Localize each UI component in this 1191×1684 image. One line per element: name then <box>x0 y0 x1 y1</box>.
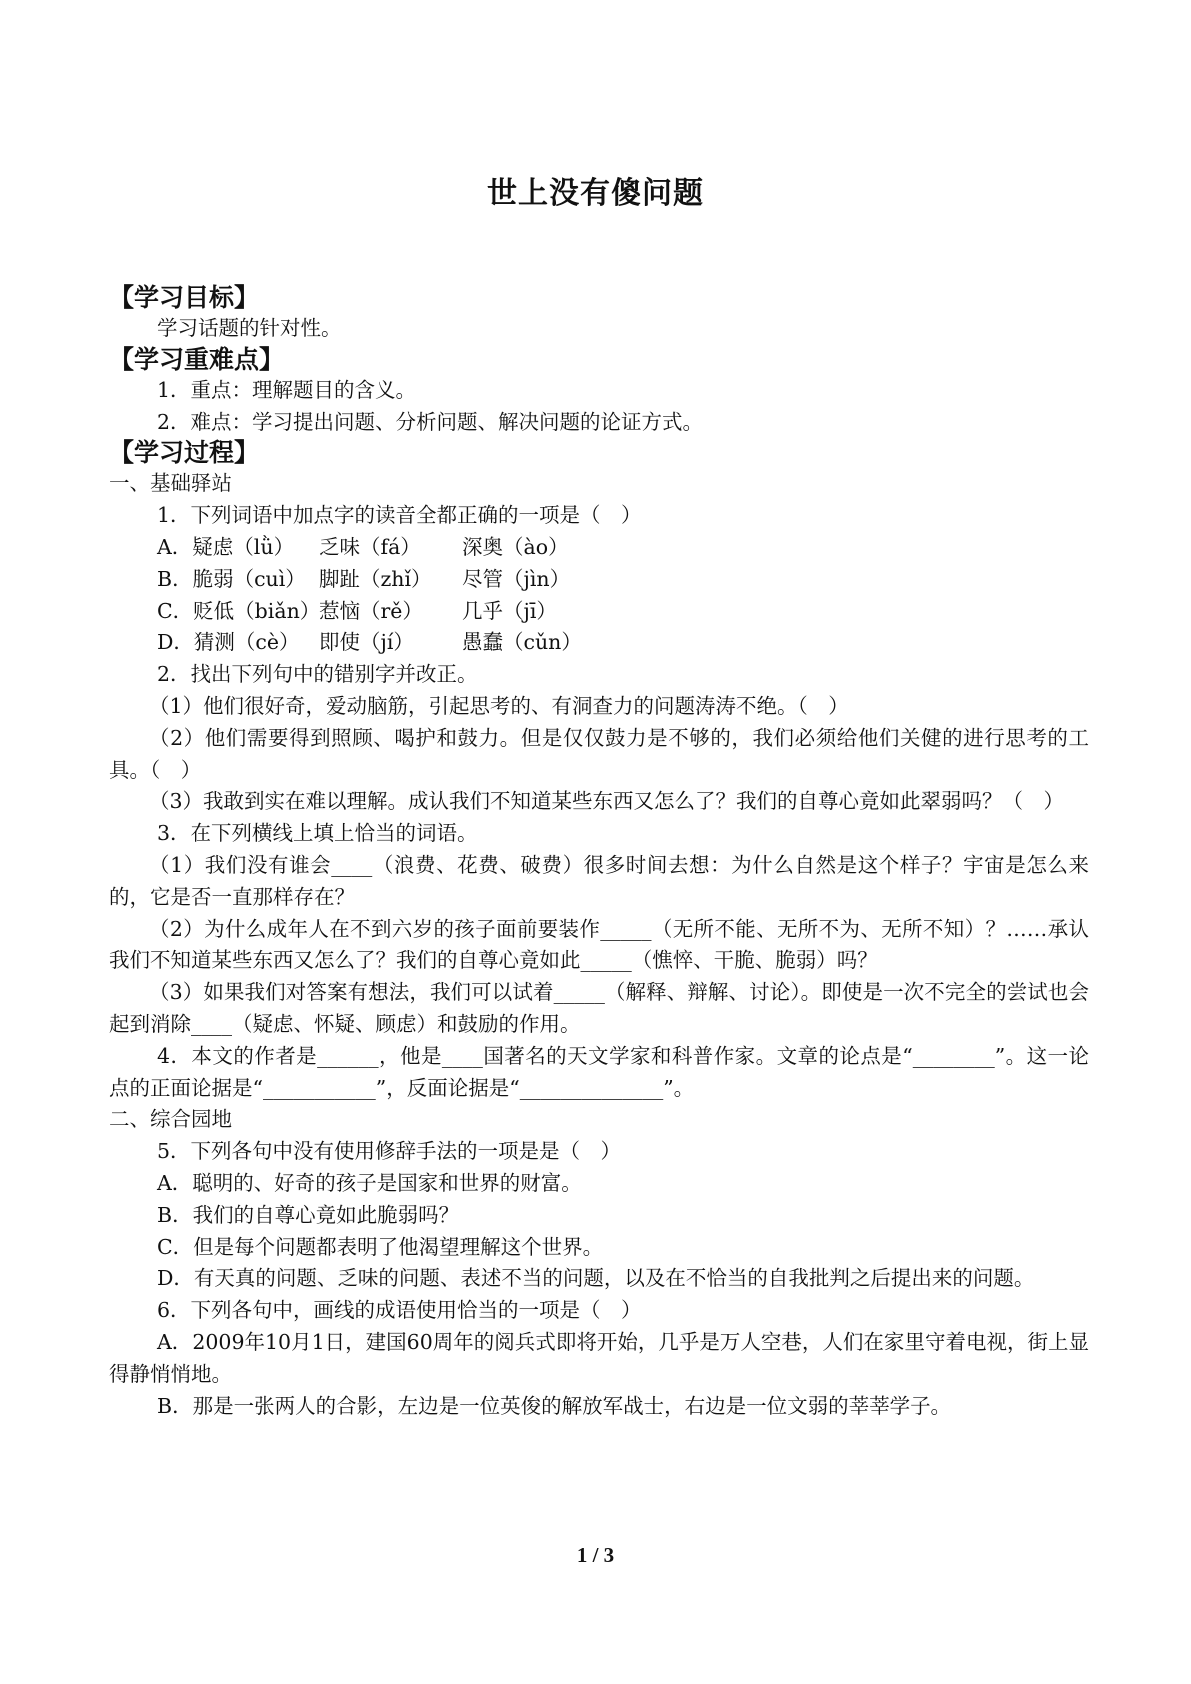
option-part: 乏味（fá） <box>319 534 421 559</box>
part-heading-2: 二、综合园地 <box>109 1107 232 1132</box>
question-5-option-a: A．聪明的、好奇的孩子是国家和世界的财富。 <box>157 1170 582 1195</box>
question-1-option-c <box>109 596 1089 628</box>
option-part: 脚趾（zhǐ） <box>319 566 432 591</box>
option-part: 几乎（jī） <box>462 598 557 623</box>
section-heading-key: 【学习重难点】 <box>109 344 285 374</box>
document-body <box>109 283 1089 1422</box>
option-part: 愚蠢（cǔn） <box>462 630 582 655</box>
option-part: A．疑虑（lǜ） <box>157 534 295 559</box>
question-1-option-b <box>109 564 1089 596</box>
question-2-item-2: （2）他们需要得到照顾、喝护和鼓力。但是仅仅鼓力是不够的，我们必须给他们关健的进行思考的工具。（ ） <box>109 725 1089 782</box>
question-1: 1．下列词语中加点字的读音全都正确的一项是（ ） <box>157 503 642 528</box>
section-heading-goal: 【学习目标】 <box>109 283 260 312</box>
question-3-item-1: （1）我们没有谁会____（浪费、花费、破费）很多时间去想：为什么自然是这个样子？宇宙是怎么来的，它是否一直那样存在？ <box>109 852 1089 909</box>
question-2-item-1: （1）他们很好奇，爱动脑筋，引起思考的、有洞查力的问题涛涛不绝。（ ） <box>149 693 849 718</box>
document-title: 世上没有傻问题 <box>487 176 704 211</box>
question-5-option-d: D．有天真的问题、乏味的问题、表述不当的问题，以及在不恰当的自我批判之后提出来的问题。 <box>157 1266 1035 1291</box>
question-6-option-b: B．那是一张两人的合影，左边是一位英俊的解放军战士，右边是一位文弱的莘莘学子。 <box>157 1393 952 1418</box>
key-point-1: 1．重点：理解题目的含义。 <box>157 377 417 402</box>
question-6: 6．下列各句中，画线的成语使用恰当的一项是（ ） <box>157 1298 642 1323</box>
question-6-option-a: A．2009年10月1日，建国60周年的阅兵式即将开始，几乎是万人空巷，人们在家里守着电视，街上显得静悄悄地。 <box>109 1329 1089 1386</box>
question-3-item-3: （3）如果我们对答案有想法，我们可以试着_____（解释、辩解、讨论）。即使是一次不完全的尝试也会起到消除____（疑虑、怀疑、顾虑）和鼓励的作用。 <box>109 980 1089 1036</box>
question-5: 5．下列各句中没有使用修辞手法的一项是是（ ） <box>157 1139 622 1164</box>
question-2-item-3: （3）我敢到实在难以理解。成认我们不知道某些东西又怎么了？我们的自尊心竟如此翠弱吗？（ ） <box>149 789 1065 814</box>
question-3-item-2: （2）为什么成年人在不到六岁的孩子面前要装作_____（无所不能、无所不为、无所不知）？……承认我们不知道某些东西又怎么了？我们的自尊心竟如此_____（憔悴、干脆、脆弱）吗？ <box>109 916 1089 973</box>
goal-text: 学习话题的针对性。 <box>157 316 342 340</box>
page-number: 1 / 3 <box>576 1543 615 1567</box>
part-heading-1: 一、基础驿站 <box>109 471 232 496</box>
question-2: 2．找出下列句中的错别字并改正。 <box>157 662 478 687</box>
question-4: 4．本文的作者是______，他是____国著名的天文学家和科普作家。文章的论点是“________”。这一论点的正面论据是“___________”，反面论据是“______________”。 <box>109 1043 1089 1100</box>
option-part: 即使（jí） <box>319 630 414 655</box>
option-part: 尽管（jìn） <box>462 566 571 591</box>
option-part: B．脆弱（cuì） <box>157 566 306 591</box>
section-heading-process: 【学习过程】 <box>109 438 260 468</box>
key-point-2: 2．难点：学习提出问题、分析问题、解决问题的论证方式。 <box>157 409 704 434</box>
option-part: 惹恼（rě） <box>319 598 423 623</box>
question-5-option-c: C．但是每个问题都表明了他渴望理解这个世界。 <box>157 1234 604 1259</box>
question-1-option-a <box>109 532 1089 564</box>
option-part: 深奥（ào） <box>462 534 569 559</box>
option-part: C．贬低（biǎn） <box>157 598 321 623</box>
question-5-option-b: B．我们的自尊心竟如此脆弱吗？ <box>157 1202 460 1227</box>
option-part: D．猜测（cè） <box>157 630 300 655</box>
question-3: 3．在下列横线上填上恰当的词语。 <box>157 821 478 846</box>
question-1-option-d <box>109 627 1089 659</box>
